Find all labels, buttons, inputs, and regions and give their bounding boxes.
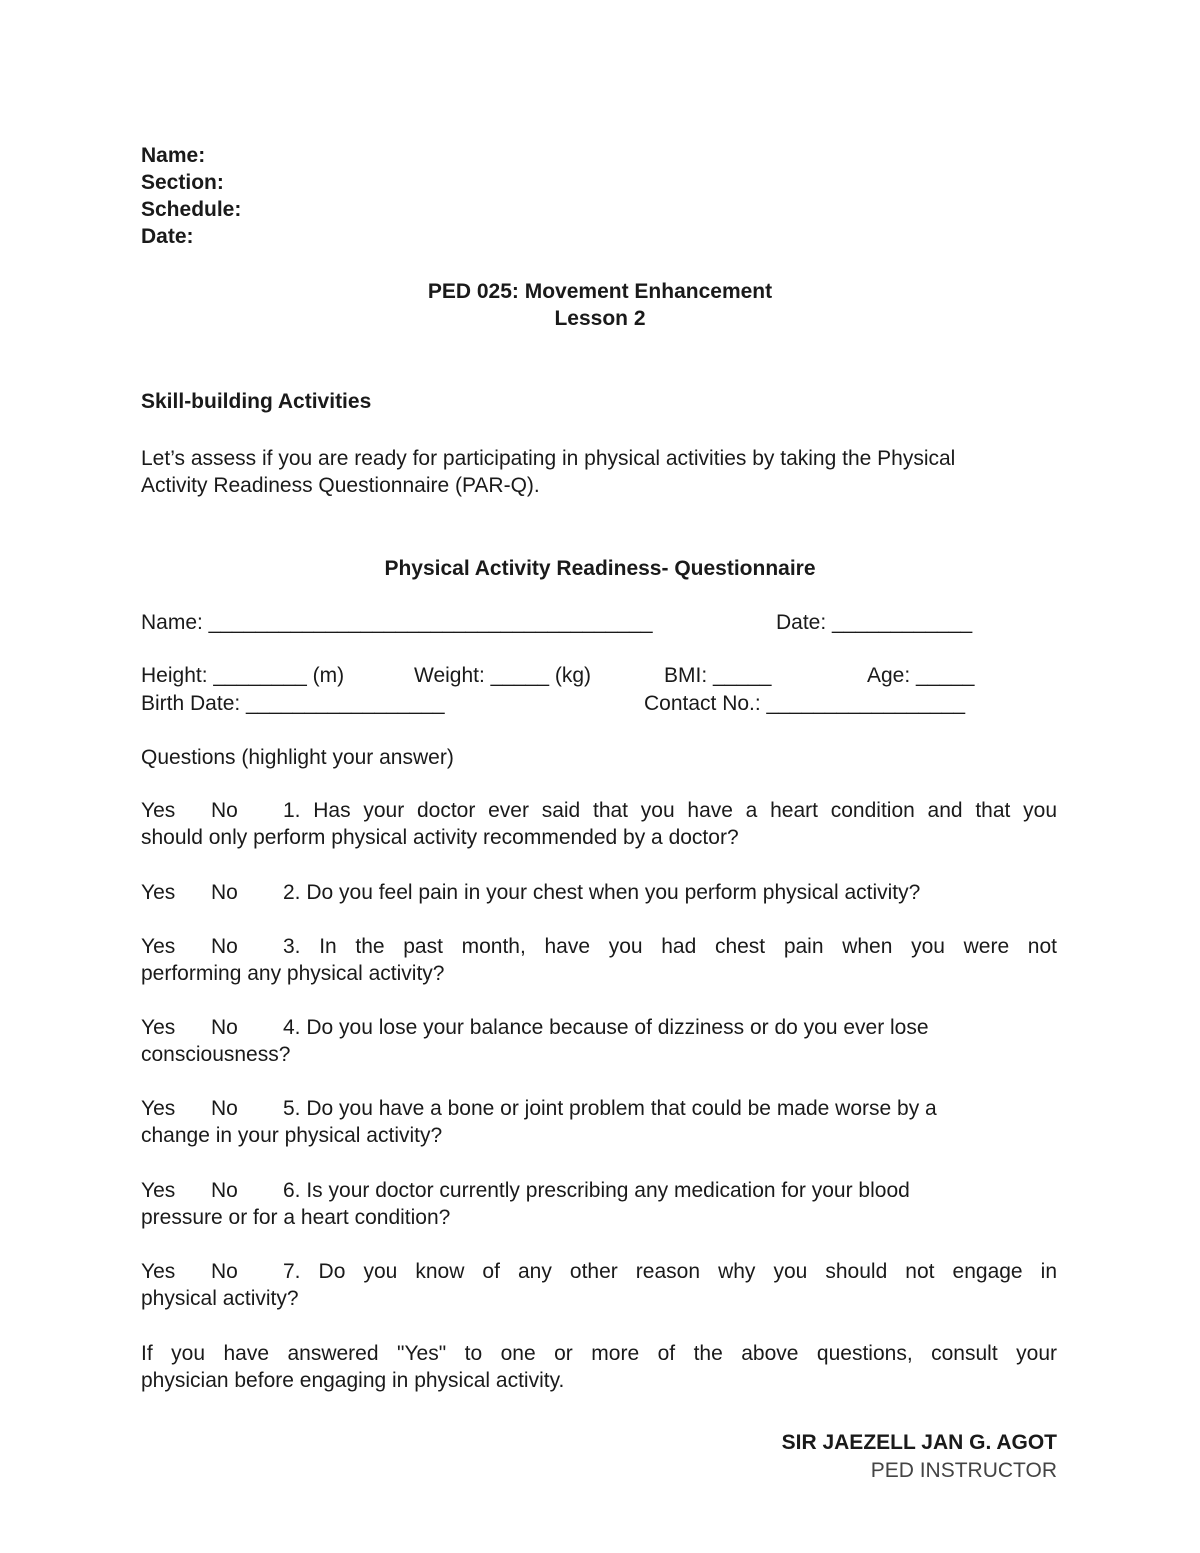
closing-note-line-1: If you have answered "Yes" to one or more of the above questions, consult your [141,1342,1057,1365]
question-text: 5. Do you have a bone or joint problem that could be made worse by a [283,1097,937,1120]
no-option[interactable]: No [211,1097,238,1120]
question-item [141,933,1057,987]
question-text-cont: should only perform physical activity recommended by a doctor? [141,826,739,849]
section-label: Section: [141,171,224,194]
birth-date-field: Birth Date: _________________ [141,692,445,715]
name-label: Name: [141,144,206,167]
date-label: Date: [141,225,194,248]
no-option[interactable]: No [211,1260,238,1283]
question-item [141,1095,1057,1149]
no-option[interactable]: No [211,935,238,958]
question-text: 4. Do you lose your balance because of dizziness or do you ever lose [283,1016,929,1039]
instructor-title: PED INSTRUCTOR [870,1459,1057,1482]
age-field: Age: _____ [867,664,975,687]
yes-option[interactable]: Yes [141,881,176,904]
activity-heading: Skill-building Activities [141,390,372,413]
question-text-cont: physical activity? [141,1287,299,1310]
no-option[interactable]: No [211,799,238,822]
yes-option[interactable]: Yes [141,935,176,958]
weight-field: Weight: _____ (kg) [414,664,592,687]
yes-option[interactable]: Yes [141,1260,176,1283]
height-field: Height: ________ (m) [141,664,345,687]
bmi-field: BMI: _____ [664,664,772,687]
question-text: 3. In the past month, have you had chest pain when you were not [283,935,1057,958]
question-text: 6. Is your doctor currently prescribing any medication for your blood [283,1179,910,1202]
instructor-name: SIR JAEZELL JAN G. AGOT [781,1431,1057,1454]
questionnaire-title: Physical Activity Readiness- Questionnaire [384,557,816,580]
contact-field: Contact No.: _________________ [644,692,966,715]
question-text-cont: performing any physical activity? [141,962,445,985]
questions-instructions: Questions (highlight your answer) [141,746,454,769]
no-option[interactable]: No [211,1179,238,1202]
course-title: PED 025: Movement Enhancement [427,280,773,303]
question-text: 2. Do you feel pain in your chest when you perform physical activity? [283,881,921,904]
date-field: Date: ____________ [776,611,973,634]
no-option[interactable]: No [211,881,238,904]
question-item [141,1177,1057,1231]
question-text: 7. Do you know of any other reason why you should not engage in [283,1260,1057,1283]
yes-option[interactable]: Yes [141,1179,176,1202]
no-option[interactable]: No [211,1016,238,1039]
schedule-label: Schedule: [141,198,242,221]
question-text-cont: pressure or for a heart condition? [141,1206,451,1229]
yes-option[interactable]: Yes [141,799,176,822]
yes-option[interactable]: Yes [141,1016,176,1039]
question-text: 1. Has your doctor ever said that you have a heart condition and that you [283,799,1057,822]
intro-line-2: Activity Readiness Questionnaire (PAR-Q). [141,474,540,497]
yes-option[interactable]: Yes [141,1097,176,1120]
intro-line-1: Let’s assess if you are ready for participating in physical activities by taking the Physical [141,447,956,470]
question-item [141,879,1057,906]
question-text-cont: change in your physical activity? [141,1124,443,1147]
name-field: Name: ______________________________________ [141,611,653,634]
question-item [141,797,1057,851]
question-text-cont: consciousness? [141,1043,291,1066]
lesson-title: Lesson 2 [554,307,646,330]
question-item [141,1014,1057,1068]
closing-note-line-2: physician before engaging in physical activity. [141,1369,565,1392]
question-item [141,1258,1057,1312]
